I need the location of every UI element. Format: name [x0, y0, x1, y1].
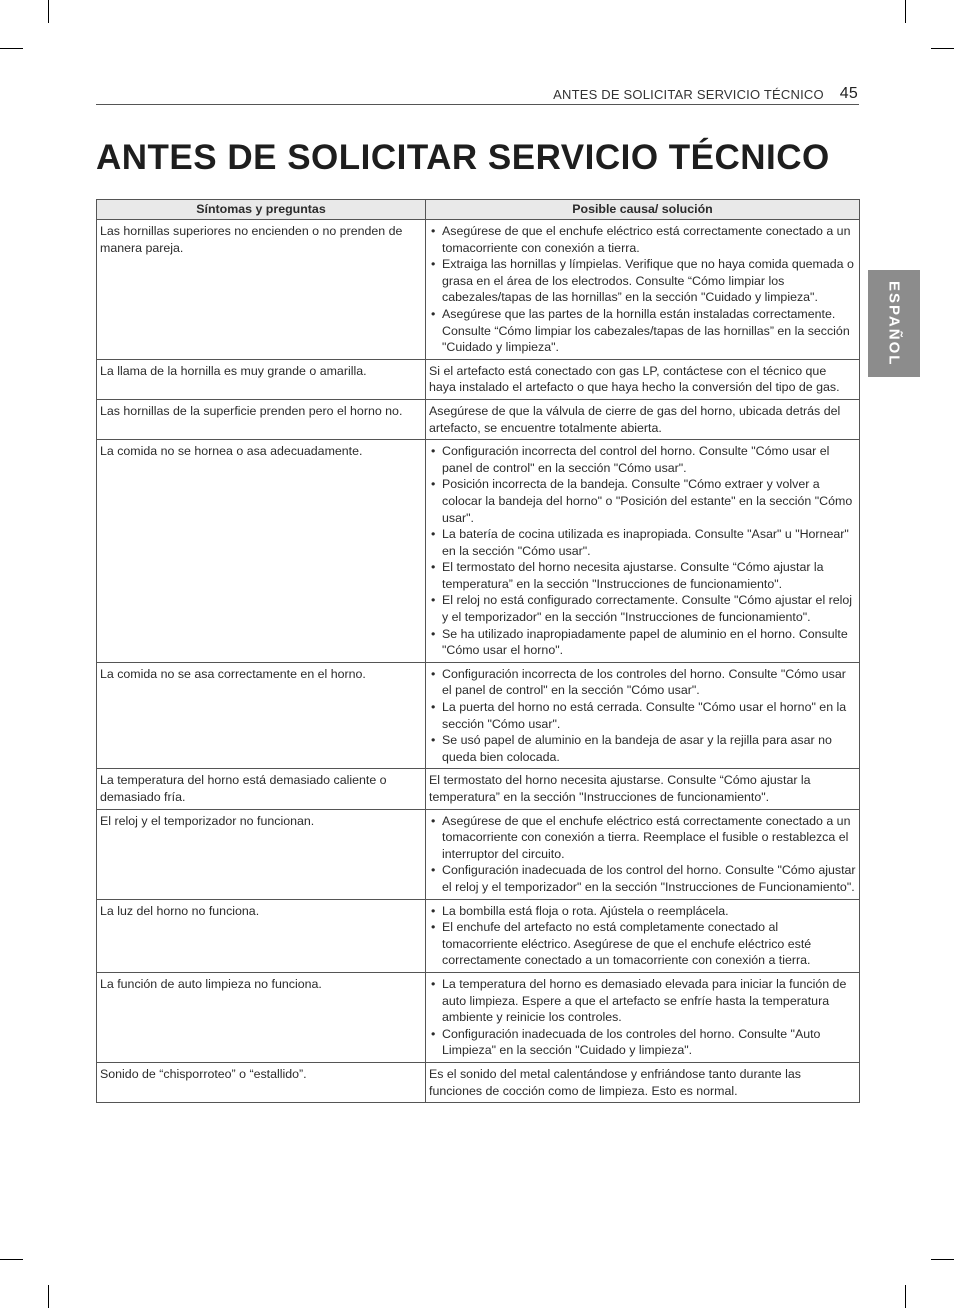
solution-item: • Se ha utilizado inapropiadamente papel de aluminio en el horno. Consulte "Cómo usar el horno". — [429, 626, 856, 659]
column-header-symptoms: Síntomas y preguntas — [97, 200, 426, 220]
solution-item: • Extraiga las hornillas y límpielas. Verifique que no haya comida quemada o grasa en el área de los electrodos. Consulte “Cómo limpiar los cabezales/tapas de las hornillas” en la sección "Cuidado y limpieza". — [429, 256, 856, 306]
crop-mark — [931, 48, 954, 49]
table-row — [97, 972, 860, 1062]
solution-item: • Configuración incorrecta del control del horno. Consulte "Cómo usar el panel de control" en la sección "Cómo usar". — [429, 443, 856, 476]
symptom-cell: La comida no se asa correctamente en el horno. — [97, 662, 426, 769]
solution-item: • El termostato del horno necesita ajustarse. Consulte “Cómo ajustar la temperatura” en la sección "Instrucciones de funcionamiento". — [429, 559, 856, 592]
solution-list — [429, 903, 856, 969]
crop-mark — [905, 1285, 906, 1308]
symptom-cell: La comida no se hornea o asa adecuadamente. — [97, 440, 426, 663]
crop-mark — [48, 0, 49, 23]
solution-item: • La batería de cocina utilizada es inapropiada. Consulte "Asar" u "Hornear" en la sección "Cómo usar". — [429, 526, 856, 559]
running-header — [96, 84, 859, 105]
solution-list — [429, 443, 856, 659]
symptom-cell: Las hornillas superiores no encienden o no prenden de manera pareja. — [97, 220, 426, 360]
symptom-cell: Las hornillas de la superficie prenden pero el horno no. — [97, 399, 426, 439]
solution-item: • El enchufe del artefacto no está completamente conectado al tomacorriente eléctrico. Asegúrese de que el enchufe eléctrico esté correctamente conectado a un tomacorriente con conexión a tierra. — [429, 919, 856, 969]
symptom-cell: La llama de la hornilla es muy grande o amarilla. — [97, 359, 426, 399]
solution-item: • La temperatura del horno es demasiado elevada para iniciar la función de auto limpieza. Espere a que el artefacto se enfríe hasta la temperatura ambiente y reinicie los controles. — [429, 976, 856, 1026]
solution-list — [429, 813, 856, 896]
solution-list — [429, 976, 856, 1059]
solution-item: • Se usó papel de aluminio en la bandeja de asar y la rejilla para asar no queda bien colocada. — [429, 732, 856, 765]
symptom-cell: La luz del horno no funciona. — [97, 899, 426, 972]
solution-cell: Es el sonido del metal calentándose y enfriándose tanto durante las funciones de cocción como de limpieza. Esto es normal. — [426, 1062, 860, 1102]
solution-cell — [426, 972, 860, 1062]
symptom-cell: El reloj y el temporizador no funcionan. — [97, 809, 426, 899]
solution-item: • Configuración incorrecta de los controles del horno. Consulte "Cómo usar el panel de control" en la sección "Cómo usar". — [429, 666, 856, 699]
table-row — [97, 809, 860, 899]
solution-item: • Configuración inadecuada de los control del horno. Consulte "Cómo ajustar el reloj y el temporizador" en la sección "Instrucciones de Funcionamiento". — [429, 862, 856, 895]
crop-mark — [931, 1259, 954, 1260]
table-row — [97, 359, 860, 399]
solution-cell: Asegúrese de que la válvula de cierre de gas del horno, ubicada detrás del artefacto, se encuentre totalmente abierta. — [426, 399, 860, 439]
solution-cell — [426, 440, 860, 663]
crop-mark — [0, 1259, 23, 1260]
solution-item: • Asegúrese que las partes de la hornilla están instaladas correctamente. Consulte “Cómo limpiar los cabezales/tapas de las hornillas” en la sección "Cuidado y limpieza". — [429, 306, 856, 356]
troubleshooting-table — [96, 199, 860, 1103]
solution-cell — [426, 662, 860, 769]
table-row — [97, 1062, 860, 1102]
solution-item: • Asegúrese de que el enchufe eléctrico está correctamente conectado a un tomacorriente con conexión a tierra. — [429, 223, 856, 256]
language-side-tab — [868, 270, 920, 377]
crop-mark — [0, 48, 23, 49]
solution-item: • La bombilla está floja o rota. Ajústela o reemplácela. — [429, 903, 856, 920]
solution-cell: Si el artefacto está conectado con gas LP, contáctese con el técnico que haya instalado el artefacto o que haya hecho la conversión del tipo de gas. — [426, 359, 860, 399]
solution-item: • Asegúrese de que el enchufe eléctrico está correctamente conectado a un tomacorriente con conexión a tierra. Reemplace el fusible o restablezca el interruptor del circuito. — [429, 813, 856, 863]
solution-cell — [426, 899, 860, 972]
column-header-solutions: Posible causa/ solución — [426, 200, 860, 220]
language-side-tab-label: ESPAÑOL — [885, 280, 903, 367]
solution-cell — [426, 809, 860, 899]
table-row — [97, 662, 860, 769]
solution-cell — [426, 220, 860, 360]
solution-item: • El reloj no está configurado correctamente. Consulte "Cómo ajustar el reloj y el temporizador" en la sección "Instrucciones de funcionamiento". — [429, 592, 856, 625]
page-number: 45 — [839, 85, 858, 102]
solution-cell: El termostato del horno necesita ajustarse. Consulte “Cómo ajustar la temperatura” en la sección "Instrucciones de funcionamiento". — [426, 769, 860, 809]
crop-mark — [905, 0, 906, 23]
solution-item: • Posición incorrecta de la bandeja. Consulte "Cómo extraer y volver a colocar la bandeja del horno" o "Posición del estante" en la sección "Cómo usar". — [429, 476, 856, 526]
crop-mark — [48, 1285, 49, 1308]
solution-item: • Configuración inadecuada de los controles del horno. Consulte "Auto Limpieza" en la sección "Cuidado y limpieza". — [429, 1026, 856, 1059]
table-header-row — [97, 200, 860, 220]
running-header-title: ANTES DE SOLICITAR SERVICIO TÉCNICO — [553, 86, 824, 102]
table-row — [97, 220, 860, 360]
table-row — [97, 399, 860, 439]
solution-list — [429, 223, 856, 356]
solution-item: • La puerta del horno no está cerrada. Consulte "Cómo usar el horno" en la sección "Cómo usar". — [429, 699, 856, 732]
solution-list — [429, 666, 856, 766]
symptom-cell: Sonido de “chisporroteo” o “estallido”. — [97, 1062, 426, 1102]
symptom-cell: La función de auto limpieza no funciona. — [97, 972, 426, 1062]
symptom-cell: La temperatura del horno está demasiado caliente o demasiado fría. — [97, 769, 426, 809]
page-title: ANTES DE SOLICITAR SERVICIO TÉCNICO — [96, 138, 830, 177]
table-row — [97, 440, 860, 663]
table-row — [97, 899, 860, 972]
table-row — [97, 769, 860, 809]
